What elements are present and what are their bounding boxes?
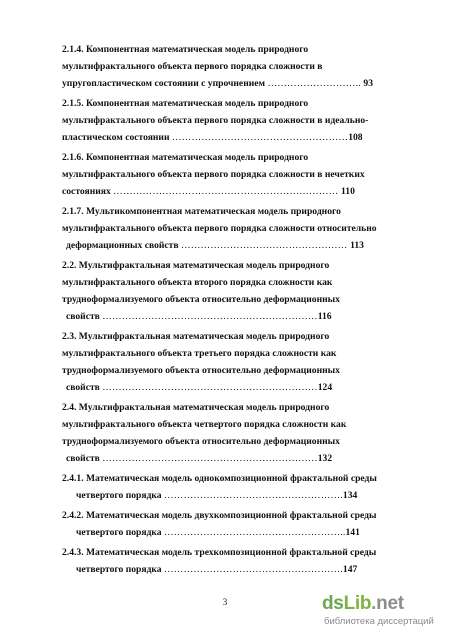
- toc-entry-text: деформационных свойств: [66, 240, 179, 251]
- toc-entry-line: [62, 75, 410, 92]
- toc-leader-dots: ……………………………………………………………: [113, 186, 342, 197]
- toc-entry-line: [62, 220, 410, 237]
- toc-entry-line: [62, 328, 410, 345]
- toc-entry-line: [62, 95, 410, 112]
- toc-entry-text: трудноформализуемого объекта относительно деформационных: [62, 365, 340, 376]
- toc-entry-line: [62, 237, 410, 254]
- toc-entry-text: 2.1.4. Компонентная математическая модель природного: [62, 44, 309, 55]
- toc-page-number: 110: [341, 186, 355, 197]
- toc-entry-line: [62, 183, 410, 200]
- toc-entry: [62, 41, 410, 92]
- toc-entry-line: [62, 399, 410, 416]
- toc-entry-line: [62, 416, 410, 433]
- toc-entry-text: упругопластическом состоянии с упрочнением: [62, 78, 266, 89]
- watermark-logo-dot: .: [371, 593, 377, 614]
- toc-leader-dots: ……………………………………………….: [164, 490, 343, 501]
- toc-leader-dots: …………………………………………………………: [102, 453, 318, 464]
- toc-entry-text: мультифрактального объекта второго порядка сложности как: [62, 277, 333, 288]
- toc-entry: [62, 95, 410, 146]
- toc-entry: [62, 507, 410, 541]
- toc-leader-dots: …………………………………………………………: [102, 311, 318, 322]
- toc-entry-text: свойств: [66, 311, 100, 322]
- toc-page-number: 132: [317, 453, 333, 464]
- toc-entry: [62, 544, 410, 578]
- toc-entry-text: четвертого порядка: [76, 490, 162, 501]
- toc-entry-line: [62, 203, 410, 220]
- toc-entry-line: [62, 41, 410, 58]
- watermark: [322, 591, 446, 631]
- toc-page-number: 141: [345, 527, 360, 538]
- toc-entry-text: 2.1.6. Компонентная математическая модель природного: [62, 152, 309, 163]
- toc-entry-line: [62, 274, 410, 291]
- toc-entry-line: [62, 362, 410, 379]
- toc-entry-text: пластическом состоянии: [62, 132, 170, 143]
- toc-entry-line: [62, 524, 410, 541]
- toc-page-number: 113: [350, 240, 364, 251]
- toc-leader-dots: ………………………..: [267, 78, 364, 89]
- toc-page-number: 134: [342, 490, 358, 501]
- toc-leader-dots: ……………………………………………….: [164, 564, 343, 575]
- toc-entry-text: свойств: [66, 453, 100, 464]
- toc-entry-line: [62, 450, 410, 467]
- toc-entry-text: мультифрактального объекта первого порядка сложности в нечетких: [62, 169, 365, 180]
- toc-entry-line: [62, 507, 410, 524]
- toc-entry-text: четвертого порядка: [76, 527, 162, 538]
- toc-entry-line: [62, 379, 410, 396]
- toc-entry-text: мультифрактального объекта первого порядка сложности относительно: [62, 223, 377, 234]
- toc-entry-line: [62, 291, 410, 308]
- watermark-logo-lib: Lib: [343, 593, 372, 614]
- toc-leader-dots: …………………………………………………………: [102, 382, 318, 393]
- toc-entry: [62, 399, 410, 467]
- toc-entry-text: 2.3. Мультифрактальная математическая модель природного: [62, 331, 330, 342]
- toc-entry: [62, 203, 410, 254]
- toc-entry: [62, 257, 410, 325]
- toc-entry-line: [62, 257, 410, 274]
- toc-entry: [62, 149, 410, 200]
- toc-entry-text: 2.1.5. Компонентная математическая модель природного: [62, 98, 309, 109]
- toc-page-number: 147: [342, 564, 358, 575]
- toc-entry-text: трудноформализуемого объекта относительно деформационных: [62, 436, 340, 447]
- toc-entry-line: [62, 129, 410, 146]
- page-number: 3: [222, 597, 228, 607]
- watermark-tagline: библиотека диссертаций: [324, 616, 434, 627]
- toc-entry-line: [62, 487, 410, 504]
- toc-entry-line: [62, 149, 410, 166]
- toc-entry-text: четвертого порядка: [76, 564, 162, 575]
- toc-page-number: 108: [348, 132, 363, 143]
- toc-entry: [62, 328, 410, 396]
- toc-entry-line: [62, 308, 410, 325]
- toc-entry-line: [62, 345, 410, 362]
- watermark-logo-ds: ds: [322, 593, 344, 614]
- toc-entry-line: [62, 470, 410, 487]
- toc-leader-dots: ……………………………………………: [180, 240, 351, 251]
- watermark-logo-net: net: [376, 593, 404, 614]
- toc-entry-text: трудноформализуемого объекта относительно деформационных: [62, 294, 340, 305]
- toc-entry-text: 2.2. Мультифрактальная математическая модель природного: [62, 260, 330, 271]
- toc-entry-line: [62, 58, 410, 75]
- watermark-logo: [322, 593, 404, 615]
- toc-entry: [62, 470, 410, 504]
- toc-page-number: 124: [317, 382, 333, 393]
- toc-entry-text: 2.4.1. Математическая модель однокомпозиционной фрактальной среды: [62, 473, 377, 484]
- table-of-contents: [62, 41, 410, 581]
- toc-entry-text: мультифрактального объекта четвертого порядка сложности как: [62, 419, 347, 430]
- toc-entry-text: 2.4.3. Математическая модель трехкомпозиционной фрактальной среды: [62, 547, 377, 558]
- toc-page-number: 93: [363, 78, 373, 89]
- toc-entry-text: 2.4.2. Математическая модель двухкомпозиционной фрактальной среды: [62, 510, 377, 521]
- toc-entry-text: мультифрактального объекта первого порядка сложности в: [62, 61, 323, 72]
- toc-leader-dots: ………………………………………………..: [164, 527, 346, 538]
- toc-page-number: 116: [317, 311, 332, 322]
- toc-entry-text: 2.4. Мультифрактальная математическая модель природного: [62, 402, 330, 413]
- toc-entry-text: 2.1.7. Мультикомпонентная математическая модель природного: [62, 206, 341, 217]
- toc-entry-line: [62, 561, 410, 578]
- toc-entry-line: [62, 166, 410, 183]
- toc-entry-line: [62, 544, 410, 561]
- toc-leader-dots: ………………………………………………: [171, 132, 349, 143]
- toc-entry-text: свойств: [66, 382, 100, 393]
- toc-entry-line: [62, 112, 410, 129]
- toc-entry-line: [62, 433, 410, 450]
- toc-entry-text: мультифрактального объекта третьего порядка сложности как: [62, 348, 337, 359]
- toc-entry-text: состояниях: [62, 186, 111, 197]
- toc-entry-text: мультифрактального объекта первого порядка сложности в идеально-: [62, 115, 369, 126]
